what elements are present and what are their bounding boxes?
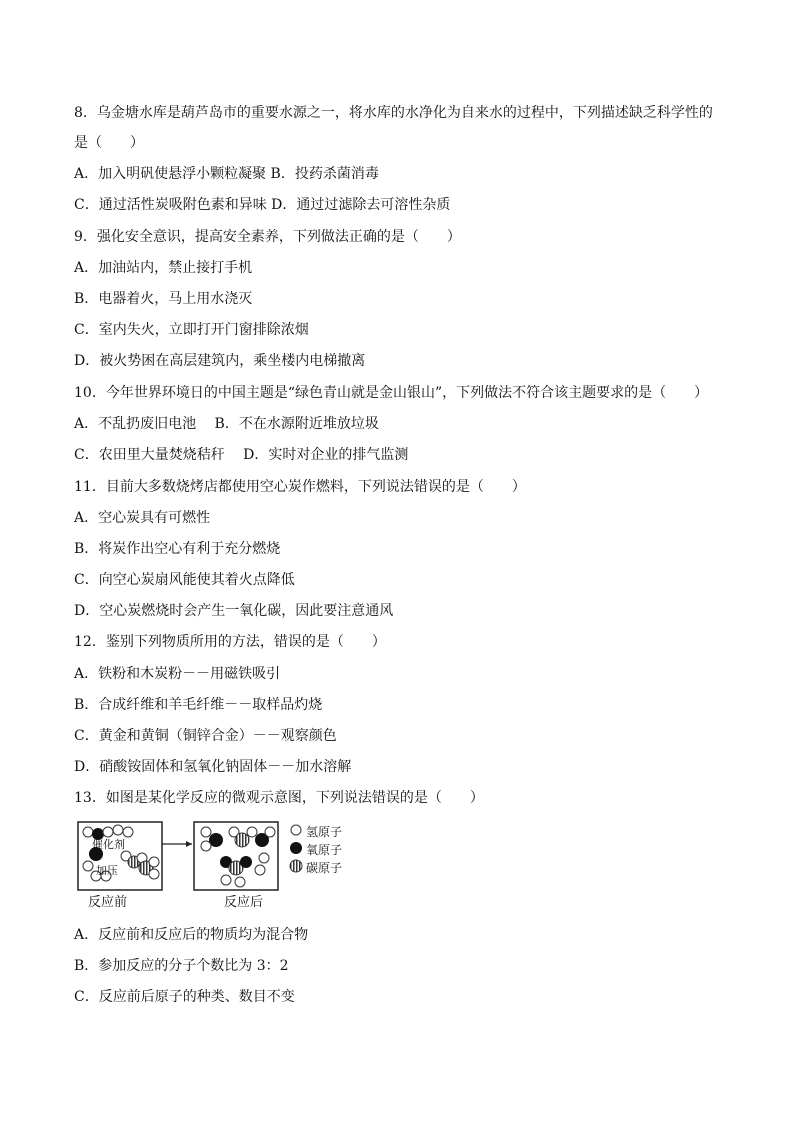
q11-option-c: C．向空心炭扇风能使其着火点降低: [74, 572, 295, 588]
q12-stem: 12．鉴别下列物质所用的方法，错误的是（ ）: [74, 634, 386, 650]
catalyst-label: 催化剂: [92, 838, 125, 851]
q8-options-cd: C．通过活性炭吸附色素和异味 D．通过过滤除去可溶性杂质: [74, 197, 451, 213]
q12-option-b: B．合成纤维和羊毛纤维－－取样品灼烧: [74, 697, 323, 713]
q13-option-c: C．反应前后原子的种类、数目不变: [74, 989, 295, 1005]
legend-hydrogen: 氢原子: [306, 825, 343, 839]
before-caption: 反应前: [88, 895, 128, 910]
q10-stem: 10．今年世界环境日的中国主题是“绿色青山就是金山银山”，下列做法不符合该主题要求的是（ ）: [74, 385, 709, 401]
q13-option-a: A．反应前和反应后的物质均为混合物: [74, 927, 309, 943]
after-molecules: [201, 827, 275, 887]
legend-carbon: 碳原子: [306, 861, 343, 875]
q12-option-d: D．硝酸铵固体和氢氧化钠固体－－加水溶解: [74, 759, 352, 775]
q9-option-d: D．被火势困在高层建筑内，乘坐楼内电梯撤离: [74, 353, 366, 369]
q13-stem: 13．如图是某化学反应的微观示意图，下列说法错误的是（ ）: [74, 790, 484, 806]
q12-option-c: C．黄金和黄铜（铜锌合金）－－观察颜色: [74, 728, 337, 744]
q10-options-cd: C．农田里大量焚烧秸秆 D．实时对企业的排气监测: [74, 447, 409, 463]
carbon-atom-icon: [290, 860, 302, 872]
q9-option-c: C．室内失火，立即打开门窗排除浓烟: [74, 322, 309, 338]
q11-option-a: A．空心炭具有可燃性: [74, 510, 211, 526]
q9-option-b: B．电器着火，马上用水浇灭: [74, 291, 253, 307]
q10-options-ab: A．不乱扔废旧电池 B．不在水源附近堆放垃圾: [74, 416, 379, 432]
hydrogen-atom-icon: [291, 825, 301, 835]
q8-stem-line2: 是（ ）: [74, 135, 144, 151]
q11-option-d: D．空心炭燃烧时会产生一氧化碳，因此要注意通风: [74, 603, 394, 619]
q11-option-b: B．将炭作出空心有利于充分燃烧: [74, 541, 281, 557]
q13-option-b: B．参加反应的分子个数比为 3：2: [74, 958, 289, 974]
q12-option-a: A．铁粉和木炭粉－－用磁铁吸引: [74, 666, 281, 682]
legend-oxygen: 氧原子: [306, 843, 343, 857]
q8-options-ab: A．加入明矾使悬浮小颗粒凝聚 B．投药杀菌消毒: [74, 166, 379, 182]
pressure-label: 加压: [96, 864, 118, 877]
q9-option-a: A．加油站内，禁止接打手机: [74, 260, 253, 276]
q9-stem: 9．强化安全意识，提高安全素养，下列做法正确的是（ ）: [74, 229, 461, 245]
after-caption: 反应后: [224, 895, 264, 910]
oxygen-atom-icon: [290, 842, 302, 854]
q11-stem: 11．目前大多数烧烤店都使用空心炭作燃料，下列说法错误的是（ ）: [74, 479, 526, 495]
before-molecules: [83, 825, 159, 881]
q8-stem-line1: 8．乌金塘水库是葫芦岛市的重要水源之一，将水库的水净化为自来水的过程中，下列描述缺乏科学性的: [74, 105, 713, 121]
